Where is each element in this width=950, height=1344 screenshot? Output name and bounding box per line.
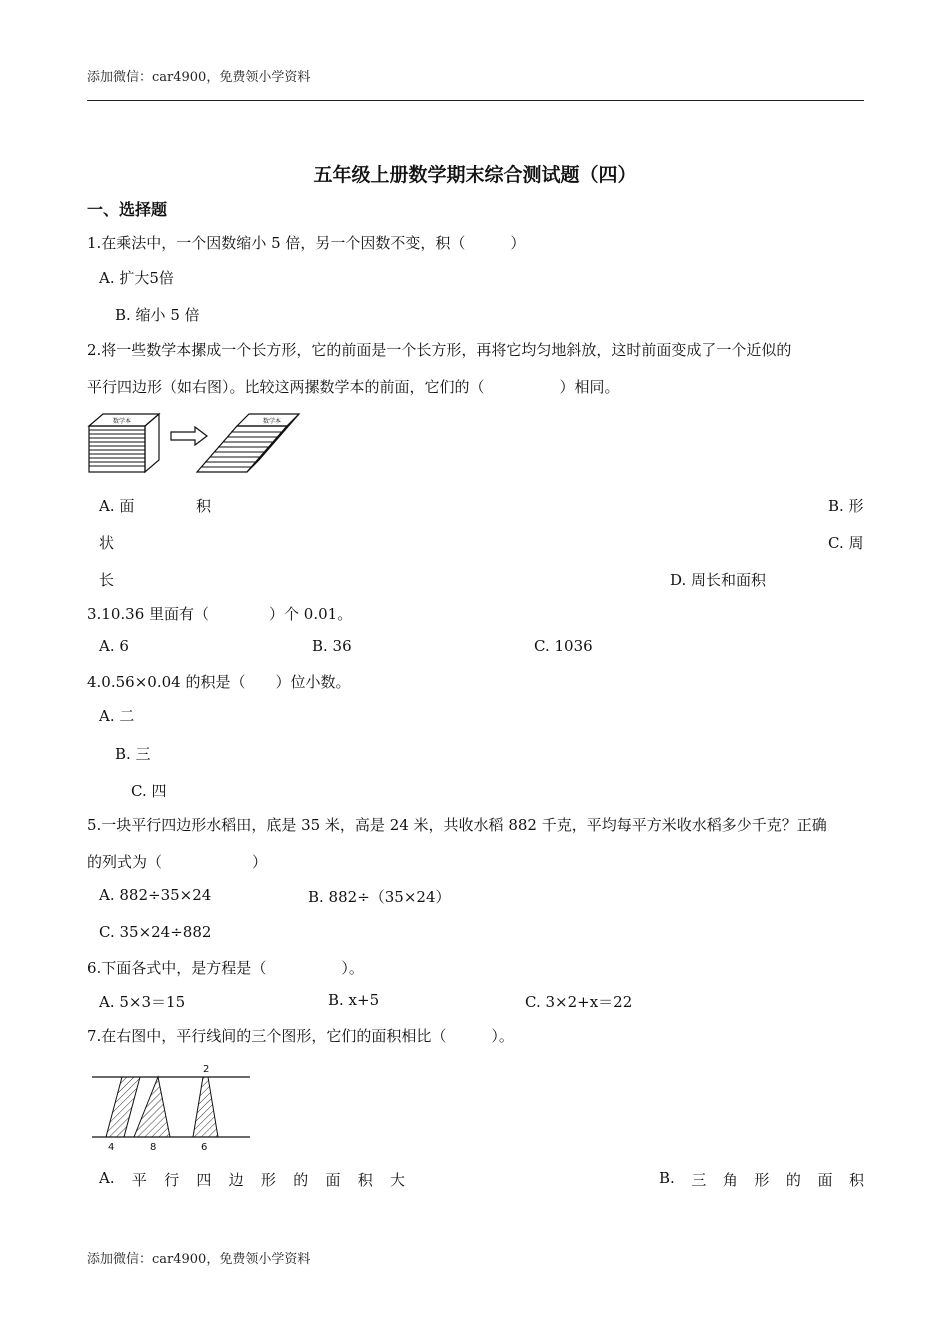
question-6-option-c: C. 3×2+x＝22	[525, 993, 633, 1011]
trapezoid-shape	[193, 1077, 218, 1137]
stack-top-label: 数学本	[263, 418, 282, 425]
question-5-option-c: C. 35×24÷882	[99, 923, 212, 941]
triangle-shape	[134, 1077, 170, 1137]
question-6-option-b: B. x+5	[328, 991, 380, 1009]
question-5-option-b: B. 882÷（35×24）	[308, 888, 451, 906]
question-1-option-a: A. 扩大5倍	[99, 269, 174, 287]
question-2-option-b-part2: 状	[99, 534, 115, 552]
question-3-option-b: B. 36	[312, 637, 352, 655]
question-5-option-a: A. 882÷35×24	[99, 886, 212, 904]
page-footer-note: 添加微信：car4900，免费领小学资料	[87, 1252, 311, 1267]
question-6-stem: 6.下面各式中，是方程是（ ）。	[87, 959, 364, 977]
question-2-option-c-part1: C. 周	[828, 534, 864, 552]
question-6-option-a: A. 5×3＝15	[99, 993, 186, 1011]
question-2-option-d: D. 周长和面积	[670, 571, 767, 589]
question-4-option-c: C. 四	[131, 782, 167, 800]
question-5-stem-line2: 的列式为（ ）	[87, 853, 268, 871]
question-3-option-a: A. 6	[99, 637, 129, 655]
page-header-note: 添加微信：car4900，免费领小学资料	[87, 70, 311, 85]
question-1-stem: 1.在乘法中，一个因数缩小 5 倍，另一个因数不变，积（ ）	[87, 234, 526, 252]
question-7-stem: 7.在右图中，平行线间的三个图形，它们的面积相比（ ）。	[87, 1027, 514, 1045]
question-2-option-c-part2: 长	[99, 571, 115, 589]
box-top-label: 数学本	[113, 418, 132, 425]
question-5-stem-line1: 5.一块平行四边形水稻田，底是 35 米，高是 24 米，共收水稻 882 千克，平均每平方米收水稻多少千克？正确	[87, 816, 827, 834]
trapezoid-top-label: 2	[203, 1064, 210, 1075]
question-3-stem: 3.10.36 里面有（ ）个 0.01。	[87, 605, 353, 623]
question-1-option-b: B. 缩小 5 倍	[115, 306, 200, 324]
parallelogram-shape	[106, 1077, 140, 1137]
slanted-books-stack	[197, 414, 299, 472]
triangle-base-label: 8	[150, 1142, 157, 1153]
section-heading: 一、选择题	[87, 200, 168, 219]
parallelogram-base-label: 4	[108, 1142, 115, 1153]
header-divider	[87, 100, 864, 101]
question-4-option-b: B. 三	[115, 745, 151, 763]
page-title: 五年级上册数学期末综合测试题（四）	[313, 164, 637, 186]
question-4-option-a: A. 二	[99, 707, 135, 725]
question-4-stem: 4.0.56×0.04 的积是（ ）位小数。	[87, 673, 351, 691]
question-2-option-b-part1: B. 形	[828, 497, 864, 515]
question-7-figure	[87, 1060, 255, 1156]
stacked-books-box	[89, 414, 159, 472]
question-3-option-c: C. 1036	[534, 637, 593, 655]
question-2-option-a-part1: A. 面	[99, 497, 135, 515]
question-7-option-b: B. 三 角 形 的 面 积	[659, 1169, 864, 1189]
question-2-figure	[87, 410, 302, 476]
question-2-option-a-part2: 积	[196, 497, 212, 515]
question-7-option-a: A. 平 行 四 边 形 的 面 积 大	[99, 1169, 405, 1189]
arrow-right-icon	[171, 427, 207, 445]
question-2-stem-line2: 平行四边形（如右图）。比较这两摞数学本的前面，它们的（ ）相同。	[87, 378, 620, 396]
question-2-stem-line1: 2.将一些数学本摞成一个长方形，它的前面是一个长方形，再将它均匀地斜放，这时前面变成了一个近似的	[87, 341, 792, 359]
trapezoid-bottom-label: 6	[201, 1142, 208, 1153]
